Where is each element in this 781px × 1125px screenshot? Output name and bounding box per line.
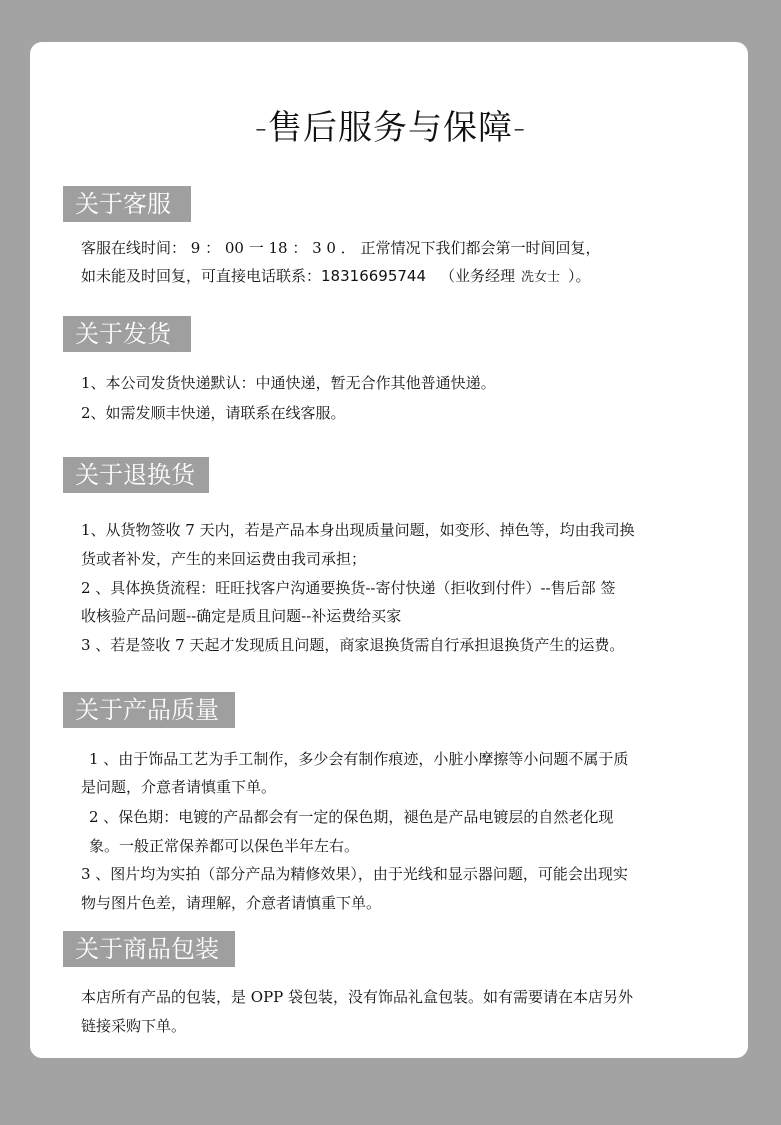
courier-name: 中通快递 (255, 374, 316, 392)
manager-suffix: ）。 (568, 267, 591, 285)
quality-line-3: 2 、保色期：电镀的产品都会有一定的保色期，褪色是产品电镀层的自然老化现 (89, 808, 614, 826)
quality-line-2: 是问题，介意者请慎重下单。 (81, 778, 277, 796)
shipping-line-2: 2、如需发顺丰快递，请联系在线客服。 (81, 404, 346, 422)
page-title: -售后服务与保障- (254, 108, 527, 148)
packaging-line-1: 本店所有产品的包装，是 OPP 袋包装，没有饰品礼盒包装。如有需要请在本店另外 (81, 988, 634, 1006)
quality-line-5: 3 、图片均为实拍（部分产品为精修效果），由于光线和显示器问题，可能会出现实 (81, 865, 628, 883)
packaging-line-2: 链接采购下单。 (81, 1017, 187, 1035)
quality-line-4: 象。一般正常保养都可以保色半年左右。 (89, 837, 360, 855)
section-heading-returns: 关于退换货 (63, 457, 209, 493)
quality-line-1: 1 、由于饰品工艺为手工制作，多少会有制作痕迹，小脏小摩擦等小问题不属于质 (89, 750, 629, 768)
returns-line-2: 货或者补发，产生的来回运费由我司承担； (81, 550, 367, 568)
shipping-line-1-suffix: ，暂无合作其他普通快递。 (315, 374, 496, 392)
phone-number: 18316695744 (321, 267, 426, 285)
manager-name: 冼女士 (521, 270, 561, 285)
service-contact-prefix: 如未能及时回复，可直接电话联系： (81, 267, 322, 285)
section-heading-service: 关于客服 (63, 186, 191, 222)
manager-prefix: （业务经理 (440, 267, 516, 285)
shipping-line-1-prefix: 1、本公司发货快递默认： (81, 374, 256, 392)
service-hours-text: 客服在线时间： 9 ： 00 一 18 ： 3 0 ． 正常情况下我们都会第一时间回复， (81, 239, 601, 257)
returns-line-1: 1、从货物签收 7 天内，若是产品本身出现质量问题，如变形、掉色等，均由我司换 (81, 521, 635, 539)
quality-line-6: 物与图片色差，请理解，介意者请慎重下单。 (81, 894, 382, 912)
returns-line-3: 2 、具体换货流程：旺旺找客户沟通要换货--寄付快递（拒收到付件）--售后部 签 (81, 579, 616, 597)
section-heading-packaging: 关于商品包装 (63, 931, 235, 967)
returns-line-5: 3 、若是签收 7 天起才发现质且问题，商家退换货需自行承担退换货产生的运费。 (81, 636, 625, 654)
section-heading-quality: 关于产品质量 (63, 692, 235, 728)
service-contact-text (81, 265, 591, 286)
section-heading-shipping: 关于发货 (63, 316, 191, 352)
shipping-line-1 (81, 372, 496, 393)
returns-line-4: 收核验产品问题--确定是质且问题--补运费给买家 (81, 607, 402, 625)
